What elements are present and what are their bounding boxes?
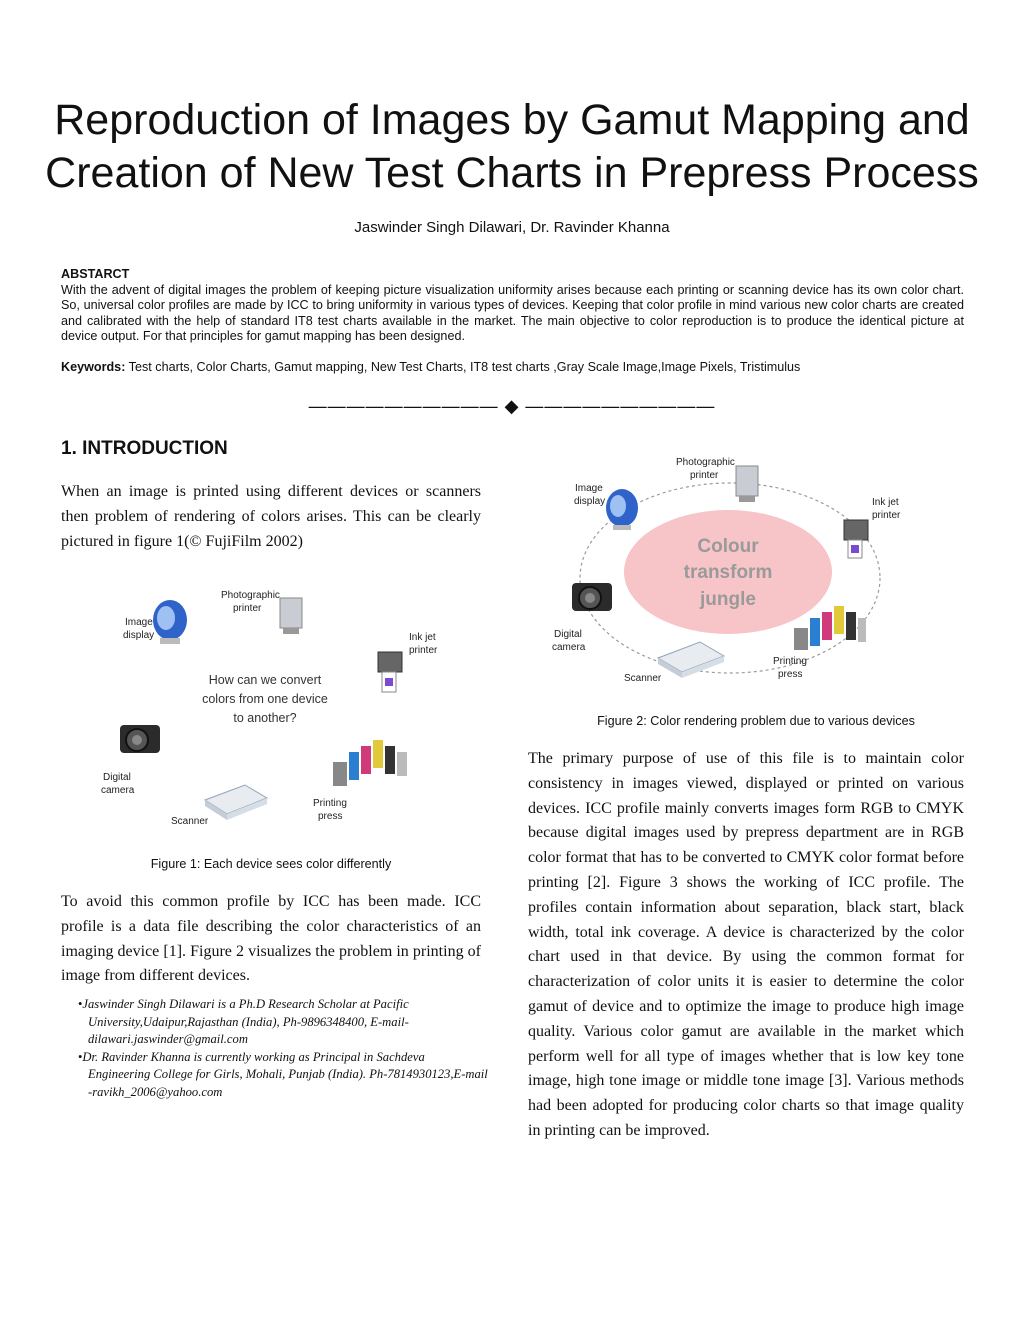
- fig1-label-scanner: Scanner: [171, 816, 209, 827]
- abstract-text: With the advent of digital images the problem of keeping picture visualization uniformity arises because each printing or scanning device has its own color chart. So, universal color profiles are made by ICC to bring uniformity in various types of devices. Keeping that color profile in mind various new color charts are created and calibrated with the help of standard IT8 test charts available in the market. The main objective to color reproduction is to produce the identical picture at device output. For that principles for gamut mapping has been designed.: [61, 282, 964, 343]
- figure-2: [540, 450, 920, 690]
- fig2-center-text-3: jungle: [700, 589, 756, 610]
- intro-paragraph-2: To avoid this common profile by ICC has been made. ICC profile is a data file describing the color characteristics of an imaging device [1]. Figure 2 visualizes the problem in printing of image from different devices.: [61, 893, 481, 985]
- abstract-heading: ABSTARCT: [61, 267, 130, 281]
- intro-paragraph-1: When an image is printed using different devices or scanners then problem of rendering of colors arises. This can be clearly pictured in figure 1(© FujiFilm 2002): [61, 483, 481, 550]
- fig2-label-inkjet-2: printer: [872, 510, 901, 521]
- fig2-label-press-1: Printing: [773, 656, 807, 667]
- fig1-label-image-display-2: display: [123, 630, 155, 641]
- fig2-label-photo-printer-2: printer: [690, 470, 719, 481]
- fig2-label-inkjet-1: Ink jet: [872, 497, 899, 508]
- scanner-icon: [205, 785, 267, 820]
- monitor-icon: [606, 489, 638, 530]
- monitor-icon: [153, 600, 187, 644]
- footnote-text-1: Jaswinder Singh Dilawari is a Ph.D Research Scholar at Pacific University,Udaipur,Rajasthan (India), Ph-9896348400, E-mail-dilawari.jaswinder@gmail.com: [82, 997, 409, 1046]
- fig1-label-inkjet-2: printer: [409, 645, 438, 656]
- figure-2-caption: Figure 2: Color rendering problem due to various devices: [597, 714, 915, 728]
- fig1-center-text-3: to another?: [233, 711, 297, 725]
- keywords-line: [61, 360, 964, 374]
- fig1-label-press-2: press: [318, 811, 343, 822]
- fig1-label-photo-printer-1: Photographic: [221, 590, 280, 601]
- printing-press-icon: [333, 740, 407, 786]
- camera-icon: [572, 583, 612, 611]
- fig2-center-text-2: transform: [683, 562, 773, 583]
- abstract-block: [61, 267, 964, 345]
- fig1-label-image-display-1: Image: [125, 617, 153, 628]
- intro-paragraph-3: The primary purpose of use of this file is to maintain color consistency in images viewed, displayed or printed on various devices. ICC profile mainly converts images form RGB to CMYK because digital images used by prepress department are in RGB color format that has to be converted to CMYK color format before printing [2]. Figure 3 shows the working of ICC profile. The profiles contain information about separation, black start, black width, total ink coverage. A device is characterized by the color chart used in that device. By using the common format for characterization of color units it is easier to determine the color gamut of device and to optimize the image to produce high image quality. Various color gamut are available in the market which perform well for all type of images whether that is low key tone image, high tone image or middle tone image [3]. Various methods had been adopted for producing color charts so that image quality in printing can be improved.: [528, 750, 964, 1139]
- introduction-heading: 1. INTRODUCTION: [61, 438, 228, 459]
- fig2-label-camera-2: camera: [552, 642, 586, 653]
- fig2-center-text-1: Colour: [697, 536, 759, 557]
- fig1-label-press-1: Printing: [313, 798, 347, 809]
- fig2-label-camera-1: Digital: [554, 629, 582, 640]
- paper-title: Reproduction of Images by Gamut Mapping and Creation of New Test Charts in Prepress Process: [45, 96, 979, 197]
- footnote-text-2: Dr. Ravinder Khanna is currently working as Principal in Sachdeva Engineering College for Girls, Mohali, Punjab (India). Ph-7814930123,E-mail -ravikh_2006@yahoo.com: [82, 1049, 488, 1099]
- author-footnotes: [78, 996, 488, 1101]
- fig1-label-camera-1: Digital: [103, 772, 131, 783]
- author-list: Jaswinder Singh Dilawari, Dr. Ravinder Khanna: [354, 219, 670, 236]
- photo-printer-icon: [280, 598, 302, 634]
- footnote-item: •Dr. Ravinder Khanna is currently working as Principal in Sachdeva Engineering College for Girls, Mohali, Punjab (India). Ph-7814930123,E-mail -ravikh_2006@yahoo.com: [78, 1049, 488, 1099]
- keywords-label: Keywords:: [61, 360, 126, 374]
- inkjet-printer-icon: [844, 520, 868, 558]
- fig2-label-image-display-2: display: [574, 496, 606, 507]
- keywords-text: Test charts, Color Charts, Gamut mapping, New Test Charts, IT8 test charts ,Gray Scale Image,Image Pixels, Tristimulus: [128, 360, 801, 374]
- fig2-label-photo-printer-1: Photographic: [676, 457, 735, 468]
- fig1-label-inkjet-1: Ink jet: [409, 632, 436, 643]
- photo-printer-icon: [736, 466, 758, 502]
- fig2-label-press-2: press: [778, 669, 803, 680]
- fig1-center-text-1: How can we convert: [208, 673, 322, 687]
- fig2-label-image-display-1: Image: [575, 483, 603, 494]
- figure-2-diagram: [540, 450, 920, 690]
- fig1-label-camera-2: camera: [101, 785, 135, 796]
- inkjet-printer-icon: [378, 652, 402, 692]
- fig1-label-photo-printer-2: printer: [233, 603, 262, 614]
- figure-1: [95, 580, 475, 840]
- section-separator: —————————— ◆ ——————————: [308, 396, 716, 416]
- fig1-center-text-2: colors from one device: [202, 692, 328, 706]
- figure-1-caption: Figure 1: Each device sees color differently: [150, 857, 392, 871]
- camera-icon: [120, 725, 160, 753]
- figure-1-diagram: [95, 580, 475, 840]
- fig2-label-scanner: Scanner: [624, 673, 662, 684]
- footnote-item: •Jaswinder Singh Dilawari is a Ph.D Research Scholar at Pacific University,Udaipur,Rajasthan (India), Ph-9896348400, E-mail-dilawari.jaswinder@gmail.com: [78, 997, 409, 1046]
